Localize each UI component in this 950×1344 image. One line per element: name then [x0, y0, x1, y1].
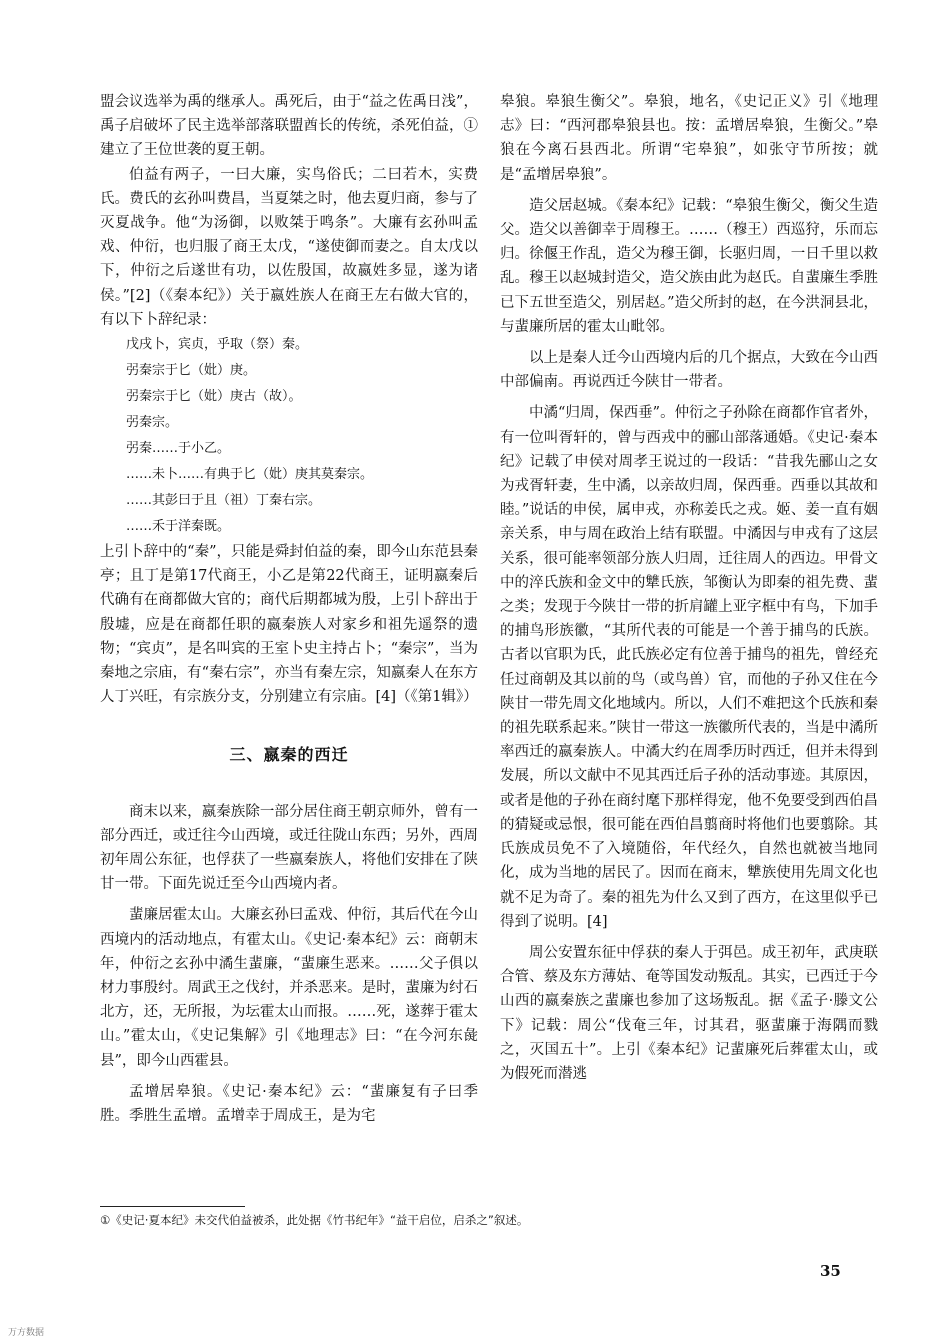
oracle-line: 弜秦……于小乙。	[126, 441, 231, 457]
oracle-inscriptions	[100, 332, 478, 540]
oracle-line: ……其彭曰于且（祖）丁秦右宗。	[126, 493, 322, 509]
footnote-divider	[100, 1206, 245, 1207]
left-paragraph-5: 蜚廉居霍太山。大廉玄孙曰孟戏、仲衍，其后代在今山西境内的活动地点，有霍太山。《史记·秦本纪》云：商朝末年，仲衍之玄孙中潏生蜚廉，“蜚廉生恶来。……父子俱以材力事殷纣。周武王之伐纣，并杀恶来。是时，蜚廉为纣石北方，还，无所报，为坛霍太山而报。……死，遂葬于霍太山。”霍太山，《史记集解》引《地理志》曰：“在今河东彘县”，即今山西霍县。	[100, 907, 478, 1069]
right-column	[500, 90, 878, 1086]
left-column	[100, 90, 478, 1128]
right-paragraph-1: 皋狼。皋狼生衡父”。皋狼，地名，《史记正义》引《地理志》曰：“西河郡皋狼县也。按：孟增居皋狼，生衡父。”皋狼在今离石县西北。所谓“宅皋狼”，如张守节所按；就是“孟增居皋狼”。	[500, 94, 878, 183]
oracle-line: ……未卜……有典于匕（妣）庚其莫秦宗。	[126, 467, 374, 483]
left-paragraph-6: 孟增居皋狼。《史记·秦本纪》云：“蜚廉复有子曰季胜。季胜生孟增。孟增幸于周成王，是为宅	[100, 1083, 478, 1125]
page-number: 35	[820, 1262, 841, 1280]
left-paragraph-4: 商末以来，嬴秦族除一部分居住商王朝京师外，曾有一部分西迁，或迁往今山西境，或迁往陇山东西；另外，西周初年周公东征，也俘获了一些嬴秦族人，将他们安排在了陕甘一带。下面先说迁至今山西境内者。	[100, 803, 478, 893]
right-paragraph-2: 造父居赵城。《秦本纪》记载：“皋狼生衡父，衡父生造父。造父以善御幸于周穆王。……（穆王）西巡狩，乐而忘归。徐偃王作乱，造父为穆王御，长驱归周，一日千里以救乱。穆王以赵城封造父，造父族由此为赵氏。自蜚廉生季胜已下五世至造父，别居赵。”造父所封的赵，在今洪洞县北，与蜚廉所居的霍太山毗邻。	[500, 197, 878, 335]
oracle-line: 弜秦宗于匕（妣）庚古（故）。	[126, 389, 302, 405]
left-paragraph-3: 上引卜辞中的“秦”，只能是舜封伯益的秦，即今山东范县秦亭；且丁是第17代商王，小乙是第22代商王，证明嬴秦后代确有在商都做大官的；商代后期都城为殷，上引卜辞出于殷墟，应是在商都任职的嬴秦族人对家乡和祖先遥祭的遗物；“宾贞”，是名叫宾的王室卜史主持占卜；“秦宗”，当为秦地之宗庙，有“秦右宗”，亦当有秦左宗，知嬴秦人在东方人丁兴旺，有宗族分支，分别建立有宗庙。[4]（《第1辑》）	[100, 544, 478, 706]
oracle-line: 弜秦宗于匕（妣）庚。	[126, 363, 257, 379]
right-paragraph-5: 周公安置东征中俘获的秦人于弭邑。成王初年，武庚联合管、蔡及东方薄姑、奄等国发动叛乱。其实，已西迁于今山西的嬴秦族之蜚廉也参加了这场叛乱。据《孟子·滕文公下》记载：周公“伐奄三年，讨其君，驱蜚廉于海隅而戮之，灭国五十”。上引《秦本纪》记蜚廉死后葬霍太山，或为假死而潜逃	[500, 944, 878, 1082]
section-heading: 三、嬴秦的西迁	[229, 745, 349, 765]
right-paragraph-4: 中潏“归周，保西垂”。仲衍之子孙除在商都作官者外，有一位叫胥轩的，曾与西戎中的郦山部落通婚。《史记·秦本纪》记载了申侯对周孝王说过的一段话：“昔我先郦山之女为戎胥轩妻，生中潏，以亲故归周，保西垂。西垂以其故和睦。”说话的申侯，属申戎，亦称姜氏之戎。姬、姜一直有姻亲关系，申与周在政治上结有联盟。中潏因与申戎有了这层关系，很可能率领部分族人归周，迁往周人的西边。甲骨文中的淬氏族和金文中的犨氏族，邹衡认为即秦的祖先费、蜚之类；发现于今陕甘一带的折肩罐上亚字框中有鸟，下加手的捕鸟形族徽，“其所代表的可能是一个善于捕鸟的氏族。古者以官职为氏，此氏族必定有位善于捕鸟的祖先，曾经充任过商朝及其以前的鸟（或鸟兽）官，而他的子孙又住在今陕甘一带先周文化地域内。所以，人们不难把这个氏族和秦的祖先联系起来。”陕甘一带这一族徽所代表的，当是中潏所率西迁的嬴秦族人。中潏大约在周季历时西迁，但并未得到发展，所以文献中不见其西迁后子孙的活动事迹。其原因，或者是他的子孙在商纣麾下那样得宠，他不免要受到西伯昌的猜疑或忌恨，很可能在西伯昌翦商时将他们也要翦除。其氏族成员免不了入境随俗，年代经久，自然也就被当地同化，成为当地的居民了。因而在商末，犨族使用先周文化也就不足为奇了。秦的祖先为什么又到了西方，在这里似乎已得到了说明。[4]	[500, 405, 878, 930]
left-paragraph-1: 盟会议选举为禹的继承人。禹死后，由于“益之佐禹日浅”，禹子启破坏了民主选举部落联盟酋长的传统，杀死伯益，①建立了王位世袭的夏王朝。	[100, 94, 478, 159]
brand-watermark: 万方数据	[8, 1328, 45, 1338]
footnote: ①《史记·夏本纪》未交代伯益被杀，此处据《竹书纪年》“益干启位，启杀之”叙述。	[100, 1213, 529, 1227]
oracle-line: 戊戌卜，宾贞，乎取（祭）秦。	[126, 337, 309, 353]
oracle-line: ……禾于洋秦既。	[126, 519, 231, 535]
right-paragraph-3: 以上是秦人迁今山西境内后的几个据点，大致在今山西中部偏南。再说西迁今陕甘一带者。	[500, 350, 878, 391]
left-paragraph-2: 伯益有两子，一曰大廉，实鸟俗氏；二曰若木，实费氏。费氏的玄孙叫费昌，当夏桀之时，他去夏归商，参与了灭夏战争。他“为汤御，以败桀于鸣条”。大廉有玄孙叫孟戏、仲衍，也归服了商王太戊，“遂使御而妻之。自太戊以下，仲衍之后遂世有功，以佐殷国，故嬴姓多显，遂为诸侯。”[2]（《秦本纪》）关于嬴姓族人在商王左右做大官的，有以下卜辞纪录：	[100, 166, 478, 328]
oracle-line: 弜秦宗。	[126, 415, 179, 431]
